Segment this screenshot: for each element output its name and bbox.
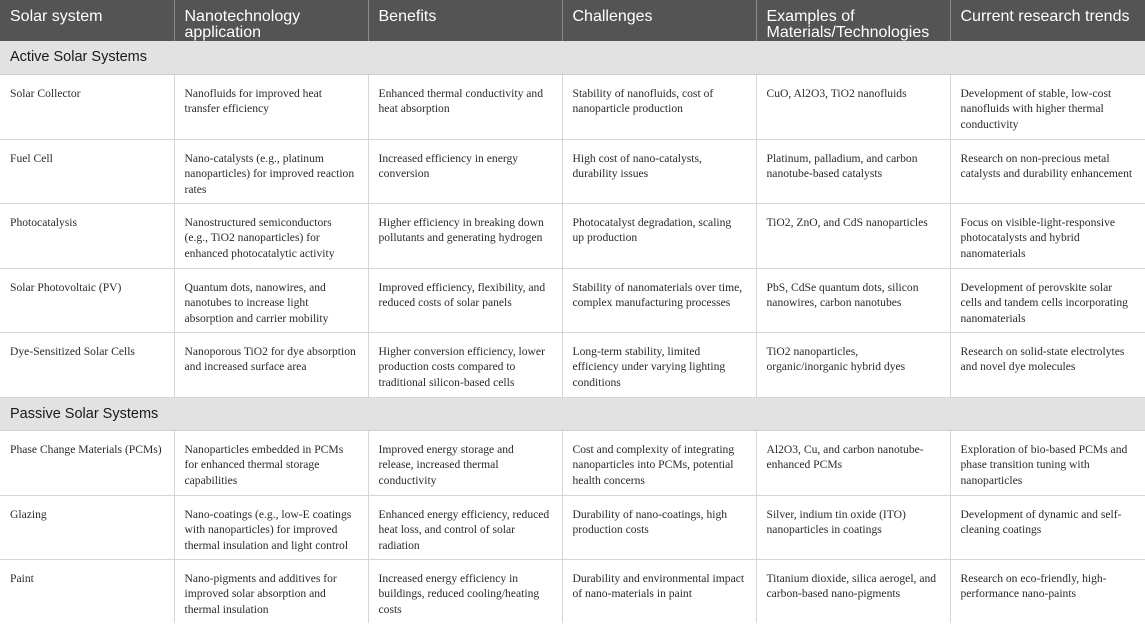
solar-system-cell: Fuel Cell xyxy=(0,139,174,203)
header-examples: Examples of Materials/Technologies xyxy=(756,0,950,41)
table-row xyxy=(0,74,1145,139)
examples-cell: Silver, indium tin oxide (ITO) nanoparticles in coatings xyxy=(756,495,950,559)
table-row xyxy=(0,495,1145,559)
benefits-cell: Enhanced energy efficiency, reduced heat loss, and control of solar radiation xyxy=(368,495,562,559)
application-cell: Nanoporous TiO2 for dye absorption and increased surface area xyxy=(174,332,368,397)
header-research-trends: Current research trends xyxy=(950,0,1145,41)
solar-system-cell: Solar Collector xyxy=(0,74,174,139)
challenges-cell: Stability of nanofluids, cost of nanoparticle production xyxy=(562,74,756,139)
examples-cell: CuO, Al2O3, TiO2 nanofluids xyxy=(756,74,950,139)
challenges-cell: Photocatalyst degradation, scaling up production xyxy=(562,203,756,268)
challenges-cell: Long-term stability, limited efficiency under varying lighting conditions xyxy=(562,332,756,397)
solar-system-cell: Dye-Sensitized Solar Cells xyxy=(0,332,174,397)
examples-cell: Al2O3, Cu, and carbon nanotube-enhanced PCMs xyxy=(756,430,950,495)
application-cell: Nano-pigments and additives for improved solar absorption and thermal insulation xyxy=(174,559,368,623)
benefits-cell: Improved energy storage and release, increased thermal conductivity xyxy=(368,430,562,495)
research-trends-cell: Research on eco-friendly, high-performance nano-paints xyxy=(960,571,1107,601)
solar-system-cell: Phase Change Materials (PCMs) xyxy=(0,430,174,495)
research-trends-cell: Research on non-precious metal catalysts and durability enhancement xyxy=(950,139,1145,203)
application-cell: Nanostructured semiconductors (e.g., TiO2 nanoparticles) for enhanced photocatalytic activity xyxy=(174,203,368,268)
table-row xyxy=(0,139,1145,203)
table-body xyxy=(0,41,1145,623)
challenges-cell: Durability of nano-coatings, high production costs xyxy=(562,495,756,559)
benefits-cell: Improved efficiency, flexibility, and reduced costs of solar panels xyxy=(368,268,562,332)
solar-system-cell: Solar Photovoltaic (PV) xyxy=(0,268,174,332)
challenges-cell: Durability and environmental impact of nano-materials in paint xyxy=(562,559,756,623)
benefits-cell: Increased efficiency in energy conversion xyxy=(368,139,562,203)
table-row xyxy=(0,203,1145,268)
application-cell: Nano-catalysts (e.g., platinum nanoparticles) for improved reaction rates xyxy=(174,139,368,203)
solar-system-cell: Glazing xyxy=(0,495,174,559)
research-trends-cell: Development of perovskite solar cells and tandem cells incorporating nanomaterials xyxy=(950,268,1145,332)
section-title: Active Solar Systems xyxy=(0,41,1145,74)
table-row xyxy=(0,268,1145,332)
research-trends-cell: Development of stable, low-cost nanofluids with higher thermal conductivity xyxy=(950,74,1145,139)
benefits-cell: Higher efficiency in breaking down pollutants and generating hydrogen xyxy=(368,203,562,268)
application-cell: Quantum dots, nanowires, and nanotubes to increase light absorption and carrier mobility xyxy=(174,268,368,332)
benefits-cell: Increased energy efficiency in buildings, reduced cooling/heating costs xyxy=(368,559,562,623)
benefits-cell: Enhanced thermal conductivity and heat absorption xyxy=(368,74,562,139)
research-trends-cell: Development of dynamic and self-cleaning coatings xyxy=(950,495,1145,559)
table-row xyxy=(0,430,1145,495)
section-header-row xyxy=(0,41,1145,74)
header-row xyxy=(0,0,1145,41)
header-solar-system: Solar system xyxy=(0,0,174,41)
solar-system-cell: Photocatalysis xyxy=(0,203,174,268)
examples-cell: TiO2, ZnO, and CdS nanoparticles xyxy=(756,203,950,268)
examples-cell: PbS, CdSe quantum dots, silicon nanowires, carbon nanotubes xyxy=(756,268,950,332)
table-row xyxy=(0,332,1145,397)
examples-cell: Platinum, palladium, and carbon nanotube-based catalysts xyxy=(756,139,950,203)
section-header-row xyxy=(0,397,1145,430)
benefits-cell: Higher conversion efficiency, lower production costs compared to traditional silicon-based cells xyxy=(368,332,562,397)
section-title: Passive Solar Systems xyxy=(0,397,1145,430)
research-trends-cell: Exploration of bio-based PCMs and phase transition tuning with nanoparticles xyxy=(950,430,1145,495)
solar-system-cell: Paint xyxy=(0,559,174,623)
examples-cell: Titanium dioxide, silica aerogel, and carbon-based nano-pigments xyxy=(756,559,950,623)
header-challenges: Challenges xyxy=(562,0,756,41)
research-trends-cell: Focus on visible-light-responsive photocatalysts and hybrid nanomaterials xyxy=(950,203,1145,268)
research-trends-cell: Research on solid-state electrolytes and novel dye molecules xyxy=(950,332,1145,397)
table-row xyxy=(0,559,1145,623)
application-cell: Nano-coatings (e.g., low-E coatings with nanoparticles) for improved thermal insulation and light control xyxy=(174,495,368,559)
header-nanotechnology-application: Nanotechnology application xyxy=(174,0,368,41)
header-benefits: Benefits xyxy=(368,0,562,41)
examples-cell: TiO2 nanoparticles, organic/inorganic hybrid dyes xyxy=(756,332,950,397)
challenges-cell: Stability of nanomaterials over time, complex manufacturing processes xyxy=(562,268,756,332)
challenges-cell: Cost and complexity of integrating nanoparticles into PCMs, potential health concerns xyxy=(562,430,756,495)
application-cell: Nanoparticles embedded in PCMs for enhanced thermal storage capabilities xyxy=(174,430,368,495)
challenges-cell: High cost of nano-catalysts, durability issues xyxy=(562,139,756,203)
application-cell: Nanofluids for improved heat transfer efficiency xyxy=(174,74,368,139)
